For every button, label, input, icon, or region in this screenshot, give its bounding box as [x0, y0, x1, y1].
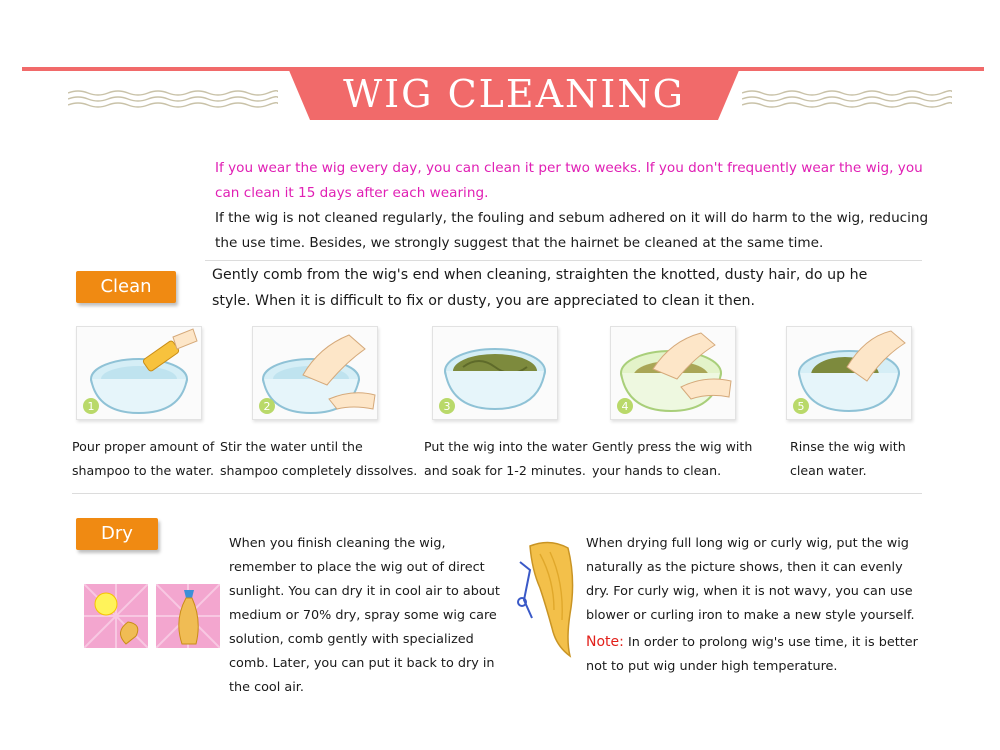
step-2-illustration — [252, 326, 378, 420]
left-wave-decoration — [68, 88, 278, 110]
note-label: Note: — [586, 634, 624, 650]
svg-text:2: 2 — [263, 400, 271, 413]
intro-warning-text: If the wig is not cleaned regularly, the fouling and sebum adhered on it will do harm to the wig, reducing the use time. Besides, we strongly suggest that the hairnet be cleaned at the same time. — [215, 210, 929, 251]
step-4-caption: Gently press the wig with your hands to clean. — [592, 439, 753, 478]
clean-tag: Clean — [76, 271, 176, 303]
step-3-illustration — [432, 326, 558, 420]
svg-text:1: 1 — [87, 400, 95, 413]
right-wave-decoration — [742, 88, 952, 110]
note-text: In order to prolong wig's use time, it is better not to put wig under high temperature. — [586, 635, 918, 674]
svg-text:3: 3 — [443, 400, 451, 413]
clean-description: Gently comb from the wig's end when cleaning, straighten the knotted, dusty hair, do up he style. When it is difficult to fix or dusty, you are appreciated to clean it then. — [212, 267, 868, 309]
svg-text:4: 4 — [621, 400, 629, 413]
step-4-illustration — [610, 326, 736, 420]
divider-intro — [205, 260, 922, 261]
dry-right-text: When drying full long wig or curly wig, put the wig naturally as the picture shows, then it can evenly dry. For curly wig, when it is not wavy, you can use blower or curling iron to make a new style yourself. — [586, 536, 915, 623]
hanging-wig-illustration — [510, 540, 582, 660]
dry-note — [586, 630, 920, 679]
step-1-illustration — [76, 326, 202, 420]
svg-text:5: 5 — [797, 400, 805, 413]
dry-left-text: When you finish cleaning the wig, remember to place the wig out of direct sunlight. You can dry it in cool air to about medium or 70% dry, spray some wig care solution, comb gently with specialized comb. Later, you can put it back to dry in the cool air. — [229, 536, 500, 695]
divider-clean — [72, 493, 922, 494]
step-2-caption: Stir the water until the shampoo completely dissolves. — [220, 439, 418, 478]
step-5-caption: Rinse the wig with clean water. — [790, 439, 906, 478]
dry-tag: Dry — [76, 518, 158, 550]
step-5-illustration — [786, 326, 912, 420]
no-sun-drying-icon — [84, 584, 148, 648]
cool-air-drying-icon — [156, 584, 220, 648]
step-1-caption: Pour proper amount of shampoo to the water. — [72, 439, 215, 478]
step-3-caption: Put the wig into the water and soak for 1-2 minutes. — [424, 439, 588, 478]
page-title: WIG CLEANING — [343, 72, 685, 116]
intro-frequency-text: If you wear the wig every day, you can clean it per two weeks. If you don't frequently wear the wig, you can clean it 15 days after each wearing. — [215, 160, 923, 201]
